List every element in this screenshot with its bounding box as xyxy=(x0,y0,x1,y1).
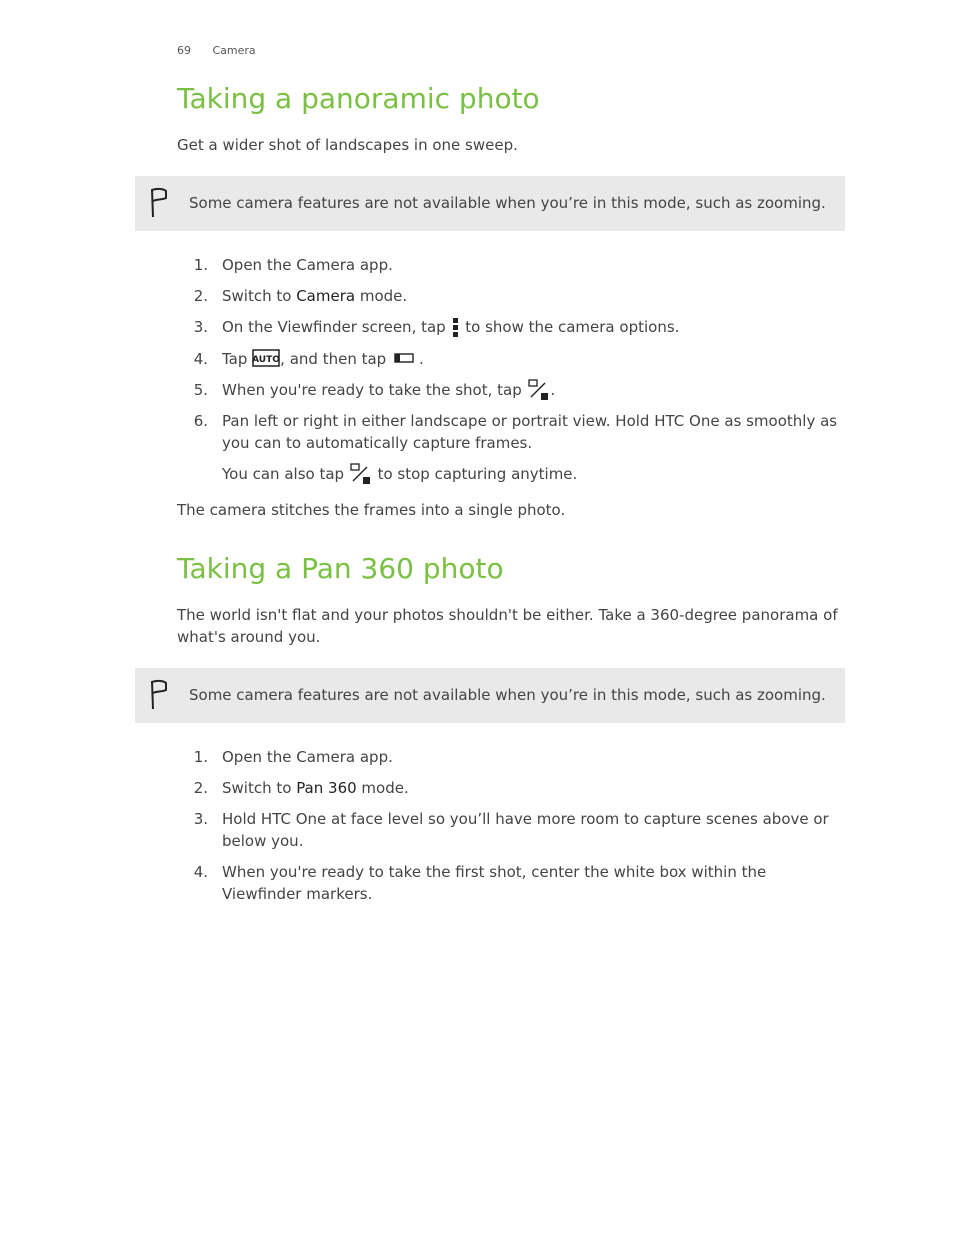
section1-steps xyxy=(177,254,842,485)
section2-steps xyxy=(177,746,842,905)
section1-title: Taking a panoramic photo xyxy=(177,82,540,115)
pan360-mode-name: Pan 360 xyxy=(296,779,357,797)
auto-mode-icon xyxy=(252,349,280,367)
list-item: 4. When you're ready to take the first shot, center the white box within the Viewfinder markers. xyxy=(193,863,767,903)
page-header xyxy=(177,44,256,57)
flag-icon xyxy=(148,187,170,219)
list-item: 6. Pan left or right in either landscape or portrait view. Hold HTC One as smoothly as you can to automatically capture frames. You can also tap to stop capturing anytime. xyxy=(177,410,842,485)
panorama-mode-icon xyxy=(391,351,419,365)
section2-intro: The world isn't flat and your photos shouldn't be either. Take a 360-degree panorama of what's around you. xyxy=(177,606,838,646)
section1-outro: The camera stitches the frames into a single photo. xyxy=(177,501,566,519)
shutter-icon xyxy=(349,463,373,485)
list-item: 1. Open the Camera app. xyxy=(193,256,393,274)
section-name: Camera xyxy=(212,44,256,57)
shutter-icon xyxy=(527,379,551,401)
list-item: 2. Switch to Camera mode. xyxy=(193,287,408,305)
list-item: 4. Tap AUTO , and then tap . xyxy=(193,350,424,368)
list-item: 5. When you're ready to take the shot, tap . xyxy=(193,381,556,399)
note-box xyxy=(135,176,845,231)
menu-dots-icon xyxy=(450,317,460,337)
section2-title: Taking a Pan 360 photo xyxy=(177,552,504,585)
section1-intro: Get a wider shot of landscapes in one sweep. xyxy=(177,136,518,154)
list-item: 3. On the Viewfinder screen, tap to show the camera options. xyxy=(193,318,680,336)
note-box xyxy=(135,668,845,723)
list-item: 2. Switch to Pan 360 mode. xyxy=(193,779,409,797)
note-text: Some camera features are not available when you’re in this mode, such as zooming. xyxy=(189,686,826,704)
camera-mode-name: Camera xyxy=(296,287,356,305)
svg-text:AUTO: AUTO xyxy=(252,355,281,365)
sub-note: You can also tap to stop capturing anytime. xyxy=(222,465,578,483)
page-number: 69 xyxy=(177,44,191,57)
flag-icon xyxy=(148,679,170,711)
note-text: Some camera features are not available when you’re in this mode, such as zooming. xyxy=(189,194,826,212)
list-item: 3. Hold HTC One at face level so you’ll have more room to capture scenes above or below you. xyxy=(193,810,829,850)
list-item: 1. Open the Camera app. xyxy=(193,748,393,766)
